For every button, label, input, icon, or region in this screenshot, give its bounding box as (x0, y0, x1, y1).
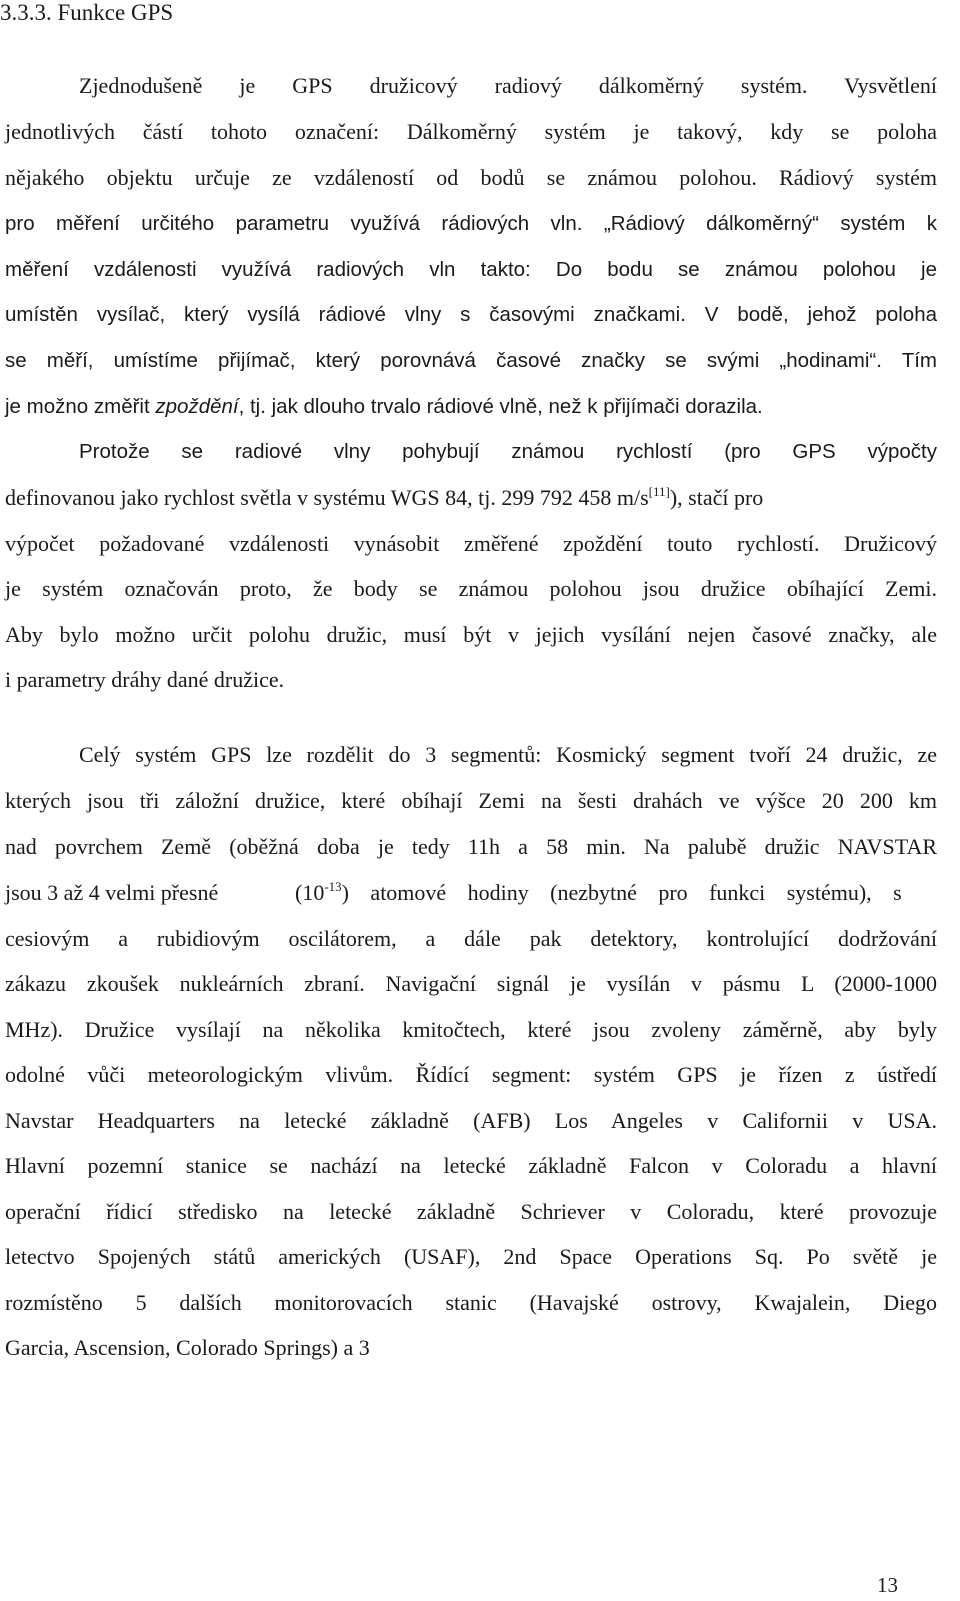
paragraph-1-line-7: se měří, umístíme přijímač, který porovnává časové značky se svými „hodinami“. Tím (5, 349, 937, 372)
emphasized-term: zpoždění (155, 395, 239, 418)
paragraph-1-line-8 (5, 393, 937, 421)
paragraph-2-line-7: MHz). Družice vysílají na několika kmitočtech, které jsou zvoleny záměrně, aby byly (5, 1017, 937, 1042)
line-text-part: ), stačí pro (669, 485, 764, 510)
citation-reference: [11] (648, 484, 670, 499)
page-number: 13 (877, 1573, 898, 1597)
paragraph-1-line-2: jednotlivých částí tohoto označení: Dálkoměrný systém je takový, kdy se poloha (5, 119, 937, 144)
paragraph-2-line-3: nad povrchem Země (oběžná doba je tedy 11h a 58 min. Na palubě družic NAVSTAR (5, 834, 937, 859)
paragraph-2-line-12: letectvo Spojených států amerických (USAF), 2nd Space Operations Sq. Po světě je (5, 1244, 937, 1269)
line-text-part: (10 (295, 880, 325, 905)
paragraph-2-line-8: odolné vůči meteorologickým vlivům. Řídící segment: systém GPS je řízen z ústředí (5, 1062, 937, 1087)
exponent: -13 (324, 879, 342, 894)
line-text (295, 880, 342, 905)
paragraph-2-line-9: Navstar Headquarters na letecké základně (AFB) Los Angeles v Californii v USA. (5, 1108, 937, 1133)
paragraph-2-line-1: Celý systém GPS lze rozdělit do 3 segmentů: Kosmický segment tvoří 24 družic, ze (79, 742, 937, 767)
paragraph-2-line-13: rozmístěno 5 dalších monitorovacích stanic (Havajské ostrovy, Kwajalein, Diego (5, 1290, 937, 1315)
paragraph-2-line-6: zákazu zkoušek nukleárních zbraní. Navigační signál je vysílán v pásmu L (2000-1000 (5, 971, 937, 996)
line-text: je možno změřit (5, 395, 156, 418)
paragraph-1-line-4: pro měření určitého parametru využívá rádiových vln. „Rádiový dálkoměrný“ systém k (5, 212, 937, 235)
paragraph-1-line-12: je systém označován proto, že body se známou polohou jsou družice obíhající Zemi. (5, 576, 937, 601)
paragraph-1-line-5: měření vzdálenosti využívá radiových vln takto: Do bodu se známou polohou je (5, 258, 937, 281)
paragraph-2-line-4 (5, 879, 937, 907)
paragraph-1-line-6: umístěn vysílač, který vysílá rádiové vlny s časovými značkami. V bodě, jehož poloha (5, 303, 937, 326)
paragraph-2-line-5: cesiovým a rubidiovým oscilátorem, a dále pak detektory, kontrolující dodržování (5, 926, 937, 951)
paragraph-2-line-14: Garcia, Ascension, Colorado Springs) a 3 (5, 1335, 370, 1360)
paragraph-2-line-10: Hlavní pozemní stanice se nachází na letecké základně Falcon v Coloradu a hlavní (5, 1153, 937, 1178)
line-text (5, 484, 763, 512)
line-flex (5, 484, 937, 512)
line-text-part: definovanou jako rychlost světla v systému WGS 84, tj. 299 792 458 m/s (5, 485, 649, 510)
line-text: , tj. jak dlouho trvalo rádiové vlně, než k přijímači dorazila. (238, 395, 763, 418)
line-text: jsou 3 až 4 velmi přesné (5, 880, 219, 905)
section-heading: 3.3.3. Funkce GPS (0, 0, 174, 25)
paragraph-1-line-3: nějakého objektu určuje ze vzdáleností od bodů se známou polohou. Rádiový systém (5, 165, 937, 190)
paragraph-1-line-14: i parametry dráhy dané družice. (5, 667, 285, 692)
paragraph-1-line-1: Zjednodušeně je GPS družicový radiový dálkoměrný systém. Vysvětlení (79, 73, 937, 98)
paragraph-1-line-9: Protože se radiové vlny pohybují známou rychlostí (pro GPS výpočty (79, 440, 937, 463)
paragraph-1-line-10 (5, 484, 937, 512)
paragraph-1-line-11: výpočet požadované vzdálenosti vynásobit změřené zpoždění touto rychlostí. Družicový (5, 531, 937, 556)
paragraph-2-line-11: operační řídicí středisko na letecké základně Schriever v Coloradu, které provozuje (5, 1199, 937, 1224)
line-text: ) atomové hodiny (nezbytné pro funkci systému), s (341, 880, 902, 905)
paragraph-2-line-2: kterých jsou tři záložní družice, které obíhají Zemi na šesti drahách ve výšce 20 200 km (5, 788, 937, 813)
paragraph-1-line-13: Aby bylo možno určit polohu družic, musí být v jejich vysílání nejen časové značky, ale (5, 622, 937, 647)
